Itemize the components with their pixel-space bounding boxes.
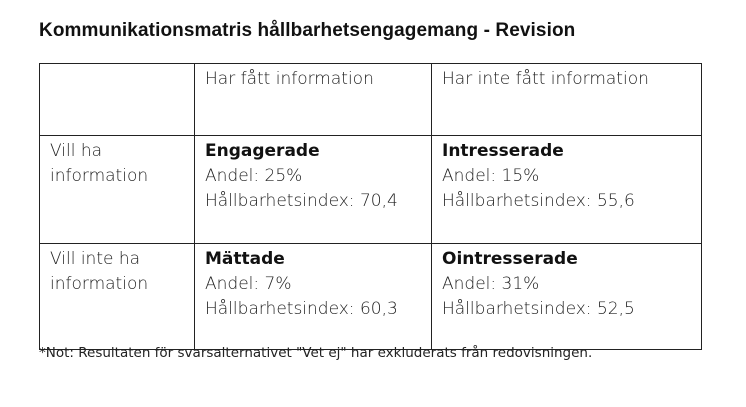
- matrix-header-row: [40, 64, 702, 136]
- footnote: *Not: Resultaten för svarsalternativet "Vet ej" har exkluderats från redovisningen.: [39, 345, 593, 361]
- segment-index: Hållbarhetsindex: 60,3: [205, 299, 398, 319]
- segment-share: Andel: 7%: [205, 274, 292, 294]
- communication-matrix: [39, 63, 702, 350]
- segment-index: Hållbarhetsindex: 52,5: [442, 299, 635, 319]
- segment-share: Andel: 15%: [442, 166, 540, 186]
- segment-cell-intresserade: [432, 136, 702, 244]
- segment-cell-mattade: [195, 244, 432, 350]
- row-label-wants-info: [40, 136, 195, 244]
- row-label-text: Vill inte ha information: [50, 249, 149, 294]
- column-header-not-received-info: Har inte fått information: [432, 64, 702, 136]
- segment-index: Hållbarhetsindex: 70,4: [205, 191, 398, 211]
- segment-title: Engagerade: [205, 141, 320, 161]
- segment-title: Ointresserade: [442, 249, 578, 269]
- segment-cell-engagerade: [195, 136, 432, 244]
- row-label-text: Vill ha information: [50, 141, 149, 186]
- segment-share: Andel: 25%: [205, 166, 303, 186]
- page-title: Kommunikationsmatris hållbarhetsengagemang - Revision: [39, 20, 576, 41]
- matrix-row-not-wants-info: [40, 244, 702, 350]
- segment-title: Intresserade: [442, 141, 564, 161]
- matrix-corner-cell: [40, 64, 195, 136]
- row-label-not-wants-info: [40, 244, 195, 350]
- segment-index: Hållbarhetsindex: 55,6: [442, 191, 635, 211]
- segment-cell-ointresserade: [432, 244, 702, 350]
- segment-title: Mättade: [205, 249, 285, 269]
- matrix-row-wants-info: [40, 136, 702, 244]
- column-header-received-info: Har fått information: [195, 64, 432, 136]
- segment-share: Andel: 31%: [442, 274, 540, 294]
